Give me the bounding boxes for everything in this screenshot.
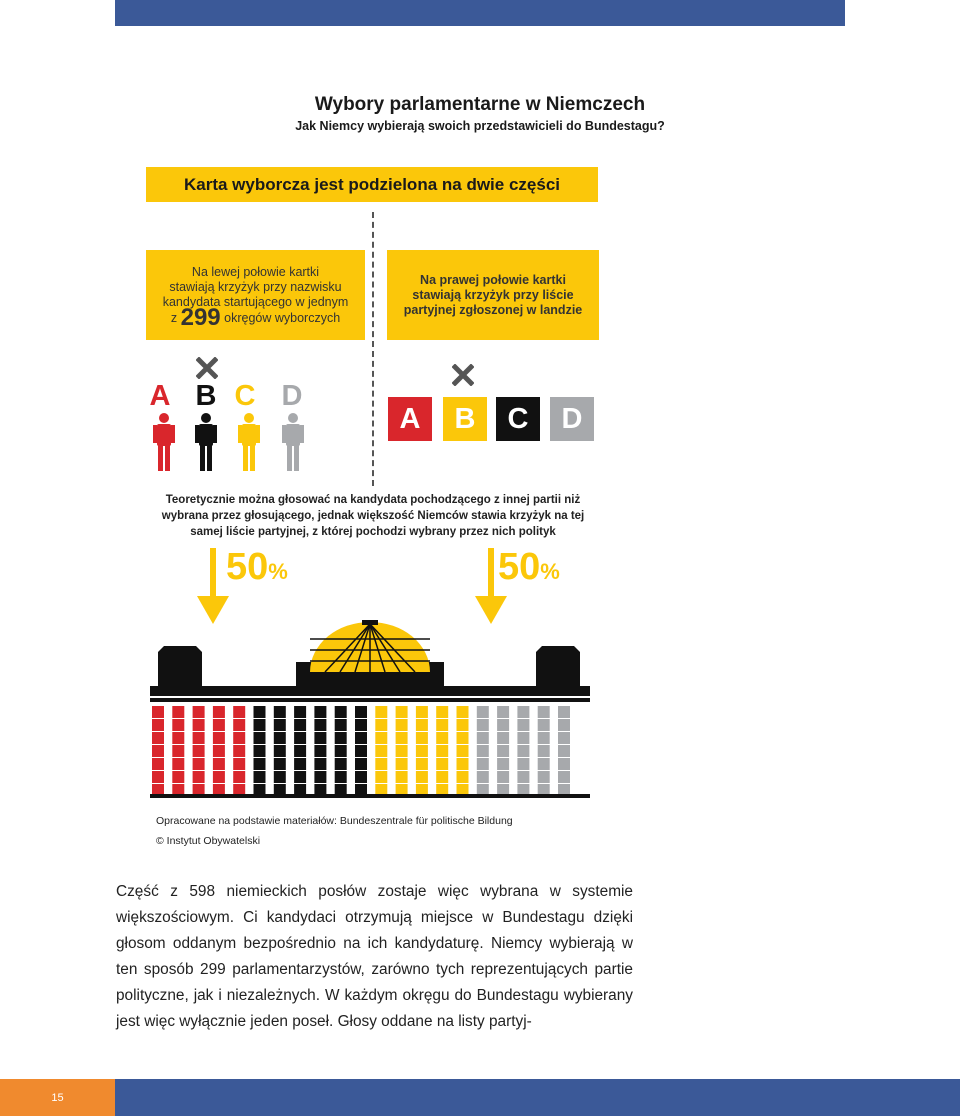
list-box-b: B [443, 397, 487, 441]
ballot-banner: Karta wyborcza jest podzielona na dwie części [146, 167, 598, 202]
right-box-line: stawiają krzyżyk przy liście [412, 287, 574, 302]
right-box-line: Na prawej połowie kartki [420, 272, 566, 287]
candidate-letter-a: A [149, 380, 171, 412]
left-box-line: Na lewej połowie kartki [191, 264, 320, 279]
body-paragraph: Część z 598 niemieckich posłów zostaje więc wybrana w systemie większościowym. Ci kandydaci otrzymują miejsce w Bundestagu dzięki głosom oddanym bezpośrednio na ich kandydaturę. Niemcy wybierają w ten sposób 299 parlamentarzystów, zarówno tych reprezentujących partie polityczne, jak i niezależnych. W każdym okręgu do Bundestagu wybierany jest więc wyłącznie jeden poseł. Głosy oddane na listy partyj- [116, 883, 633, 1030]
voting-note: Teoretycznie można głosować na kandydata pochodzącego z innej partii niż wybrana przez głosującego, jednak większość Niemców stawia krzyżyk na tej samej liście partyjnej, z której pochodzi wybrany przez nich polityk [161, 494, 585, 538]
direct-share: 50% [226, 546, 288, 588]
page-subtitle: Jak Niemcy wybierają swoich przedstawicieli do Bundestagu? [295, 119, 665, 133]
candidate-letter-b: B [195, 380, 217, 412]
person-icon [153, 413, 175, 471]
district-count: 299 [180, 303, 221, 331]
page-number: 15 [0, 1079, 115, 1116]
list-box-a: A [388, 397, 432, 441]
bottom-bar [115, 1079, 960, 1116]
candidate-persons [148, 412, 318, 474]
left-box-districts: z 299 okręgów wyborczych [170, 303, 341, 331]
left-half-box [146, 250, 365, 340]
right-half-box [387, 250, 599, 340]
person-icon [238, 413, 260, 471]
candidate-letter-c: C [234, 380, 256, 412]
candidate-letter-d: D [281, 380, 303, 412]
x-mark-icon [196, 355, 218, 386]
list-box-c: C [496, 397, 540, 441]
source-note: Opracowane na podstawie materiałów: Bundeszentrale für politische Bildung [156, 815, 513, 827]
top-bar [115, 0, 845, 26]
left-box-line: stawiają krzyżyk przy nazwisku [169, 279, 342, 294]
x-mark-icon [452, 362, 474, 393]
divider-line [372, 212, 374, 486]
reichstag-icon [150, 620, 590, 798]
copyright-note: © Instytut Obywatelski [156, 835, 261, 847]
left-box-line: kandydata startującego w jednym [162, 294, 349, 309]
page-title: Wybory parlamentarne w Niemczech [314, 94, 646, 115]
list-share: 50% [498, 546, 560, 588]
person-icon [282, 413, 304, 471]
list-box-d: D [550, 397, 594, 441]
right-box-line: partyjnej zgłoszonej w landzie [403, 302, 583, 317]
person-icon [195, 413, 217, 471]
